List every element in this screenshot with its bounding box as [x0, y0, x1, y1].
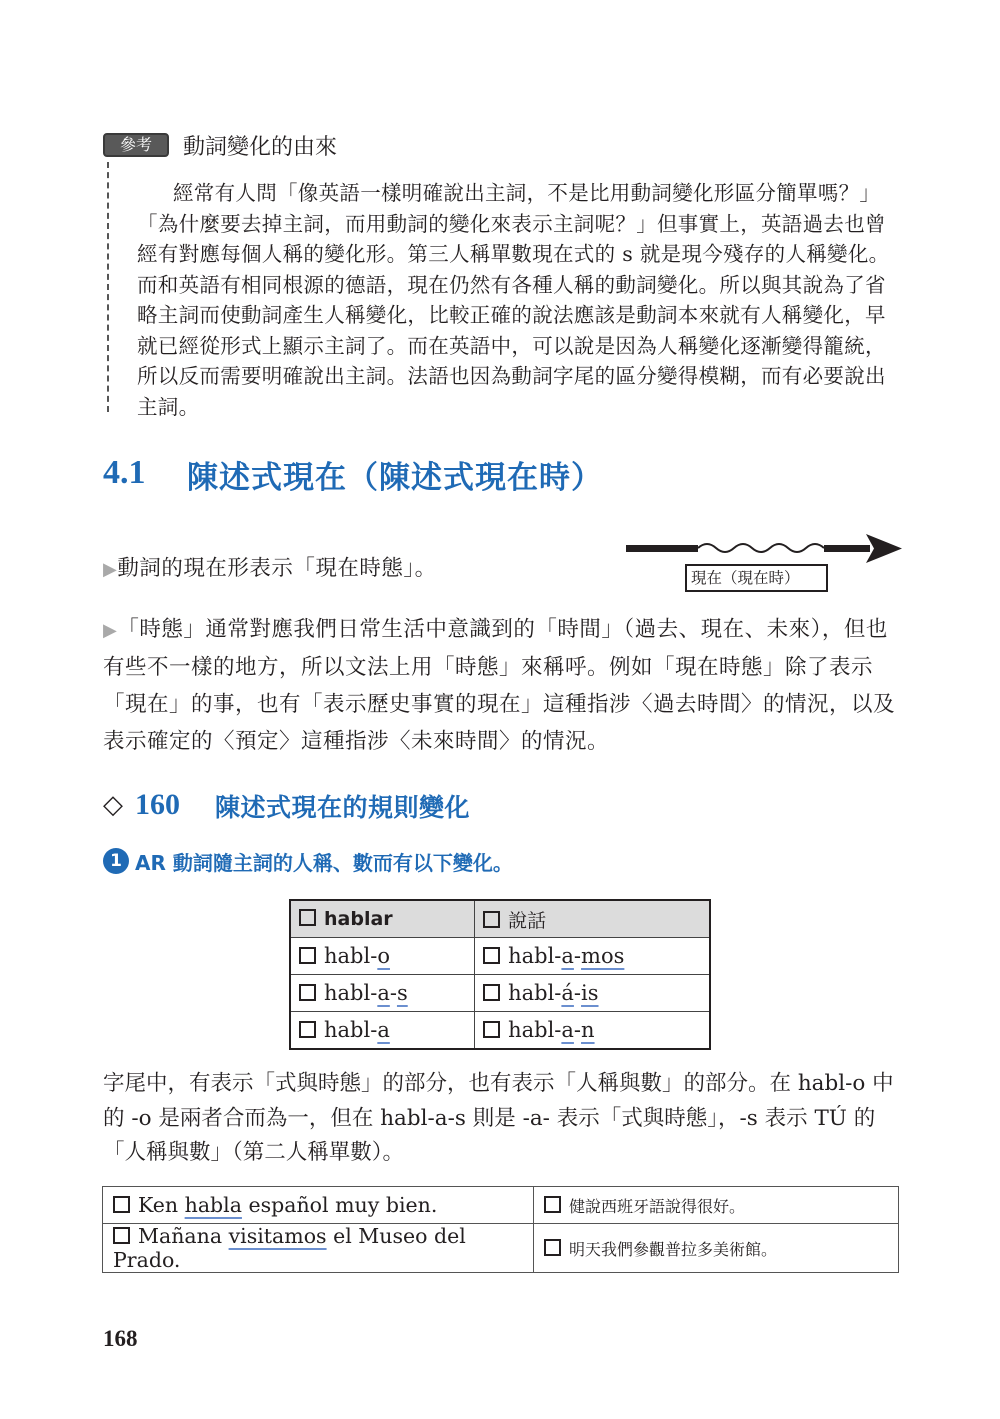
verb-stem: habl-: [508, 1018, 562, 1042]
section-number: 4.1: [103, 454, 146, 491]
example-translation: 明天我們參觀普拉多美術館。: [569, 1239, 778, 1259]
checkbox-icon: [544, 1239, 561, 1256]
reference-title: 動詞變化的由來: [183, 135, 338, 160]
reference-paragraph: 經常有人問「像英語一樣明確說出主詞，不是比用動詞變化形區分簡單嗎？」「為什麼要去掉主詞，而用動詞的變化來表示主詞呢？」但事實上，英語過去也曾經有對應每個人稱的變化形。第三人稱單數現在式的 s 就是現今殘存的人稱變化。而和英語有相同根源的德語，現在仍然有各種人稱的動詞變化。所以與其說為了省略主詞而使動詞產生人稱變化，比較正確的說法應該是動詞本來就有人稱變化，早就已經從形式上顯示主詞了。而在英語中，可以說是因為人稱變化逐漸變得籠統，所以反而需要明確說出主詞。法語也因為動詞字尾的區分變得模糊，而有必要說出主詞。: [137, 181, 890, 419]
conjugation-cell: [290, 938, 475, 975]
hyphen: -: [389, 981, 397, 1005]
hyphen: -: [573, 981, 582, 1005]
table-row: [290, 1012, 710, 1050]
example-row: [103, 1187, 899, 1224]
timeline-future-bar: [824, 545, 870, 552]
example-spanish: [103, 1187, 534, 1224]
table-row: [290, 975, 710, 1012]
table-header-cell: [290, 900, 475, 938]
table-header-row: [290, 900, 710, 938]
page-number: 168: [103, 1326, 138, 1351]
step-number-badge: 1: [103, 848, 129, 874]
checkbox-icon: [299, 947, 316, 964]
examples-table: [102, 1186, 899, 1273]
verb-ending: á: [561, 981, 574, 1005]
verb-stem: habl-: [508, 981, 562, 1005]
checkbox-icon: [113, 1196, 130, 1213]
verb-ending: is: [581, 981, 599, 1005]
example-text: Ken: [138, 1193, 185, 1217]
section-title: 陳述式現在（陳述式現在時）: [187, 460, 603, 496]
reference-badge: 參考: [103, 133, 169, 157]
triangle-right-icon: ▶: [103, 620, 118, 641]
verb-ending: a: [377, 981, 390, 1005]
checkbox-icon: [299, 909, 316, 926]
verb-ending: n: [581, 1018, 595, 1042]
verb-ending: a: [561, 1018, 574, 1042]
example-chinese: [534, 1224, 899, 1273]
timeline-past-bar: [626, 545, 698, 552]
step-text: AR 動詞隨主詞的人稱、數而有以下變化。: [135, 851, 513, 875]
example-chinese: [534, 1187, 899, 1224]
conjugation-rows: [290, 938, 710, 1050]
intro-paragraph-text: 「時態」通常對應我們日常生活中意識到的「時間」（過去、現在、未來），但也有些不一樣的地方，所以文法上用「時態」來稱呼。例如「現在時態」除了表示「現在」的事，也有「表示歷史事實的現在」這種指涉〈過去時間〉的情況，以及表示確定的〈預定〉這種指涉〈未來時間〉的情況。: [103, 617, 896, 754]
conjugation-table: [289, 899, 711, 1050]
subsection-title: 陳述式現在的規則變化: [215, 793, 471, 822]
checkbox-icon: [299, 1021, 316, 1038]
checkbox-icon: [113, 1227, 130, 1244]
reference-dashed-line: [107, 162, 109, 412]
hyphen: -: [573, 944, 582, 968]
example-row: [103, 1224, 899, 1273]
verb-ending: a: [561, 944, 574, 968]
example-verb: visitamos: [228, 1224, 327, 1248]
intro-line-text: 動詞的現在形表示「現在時態」。: [117, 556, 437, 581]
triangle-right-icon: ▶: [103, 559, 118, 580]
verb-stem: habl-: [324, 944, 378, 968]
header-verb: hablar: [324, 908, 393, 930]
verb-stem: habl-: [508, 944, 562, 968]
timeline-label: 現在（現在時）: [685, 564, 828, 592]
checkbox-icon: [483, 984, 500, 1001]
verb-ending: a: [377, 1018, 390, 1042]
example-text: Mañana: [138, 1224, 229, 1248]
table-header-cell: [475, 900, 710, 938]
header-meaning: 說話: [508, 909, 547, 932]
example-spanish: [103, 1224, 534, 1273]
conjugation-cell: [475, 938, 710, 975]
checkbox-icon: [483, 911, 500, 928]
example-translation: 健說西班牙語說得很好。: [569, 1196, 746, 1216]
example-verb: habla: [184, 1193, 242, 1217]
subsection-number: 160: [135, 788, 180, 821]
checkbox-icon: [483, 947, 500, 964]
arrow-right-icon: [866, 534, 902, 563]
hyphen: -: [573, 1018, 582, 1042]
conjugation-cell: [290, 1012, 475, 1050]
reference-body: [137, 178, 902, 422]
timeline-wave: [698, 544, 824, 552]
intro-paragraph: [103, 611, 903, 760]
example-text: el Museo del Prado.: [113, 1224, 466, 1272]
verb-ending: o: [377, 944, 390, 968]
intro-line: [103, 550, 437, 588]
checkbox-icon: [299, 984, 316, 1001]
conjugation-cell: [290, 975, 475, 1012]
checkbox-icon: [483, 1021, 500, 1038]
table-row: [290, 938, 710, 975]
verb-ending: s: [396, 981, 408, 1005]
verb-ending: mos: [581, 944, 625, 968]
diamond-icon: ◇: [103, 790, 123, 820]
explanation-paragraph: 字尾中，有表示「式與時態」的部分，也有表示「人稱與數」的部分。在 habl-o 中的 -o 是兩者合而為一，但在 habl-a-s 則是 -a- 表示「式與時態」，-s 表示 TÚ 的「人稱與數」（第二人稱單數）。: [103, 1071, 894, 1165]
conjugation-cell: [475, 1012, 710, 1050]
example-text: español muy bien.: [241, 1193, 438, 1217]
verb-stem: habl-: [324, 1018, 378, 1042]
conjugation-cell: [475, 975, 710, 1012]
verb-stem: habl-: [324, 981, 378, 1005]
checkbox-icon: [544, 1196, 561, 1213]
